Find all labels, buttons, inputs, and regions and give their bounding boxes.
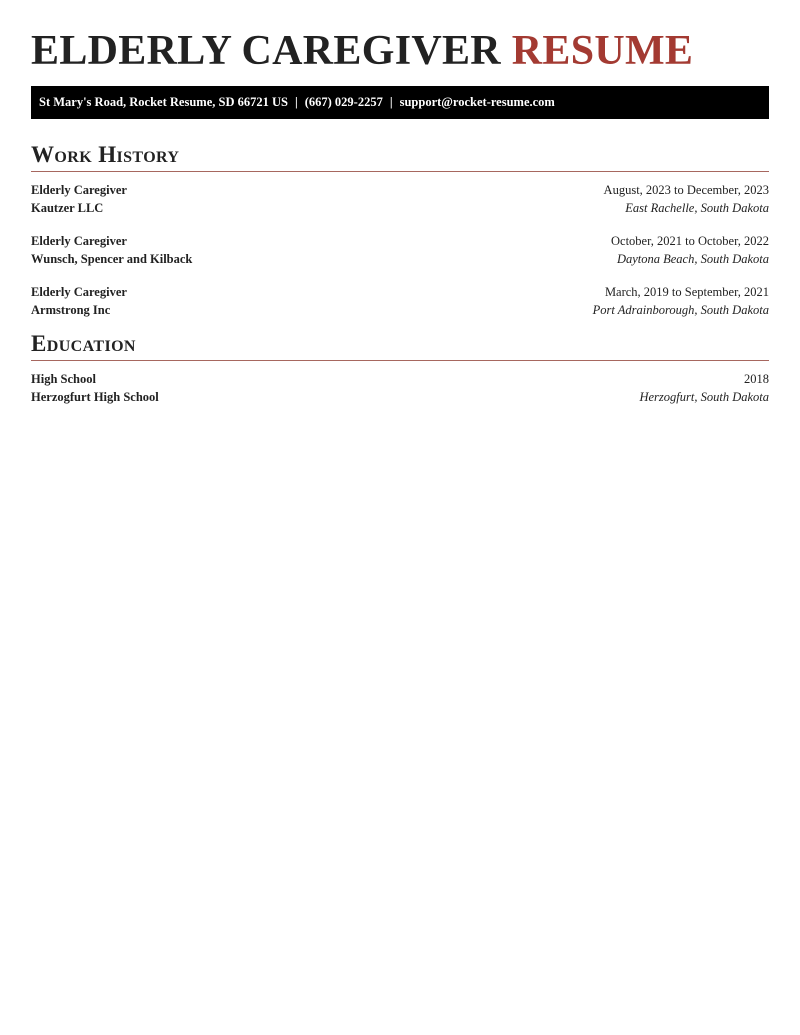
degree-name: High School — [31, 372, 96, 386]
title-accent: RESUME — [511, 28, 694, 74]
education-heading: Education — [31, 331, 136, 356]
contact-address: St Mary's Road, Rocket Resume, SD 66721 US — [39, 95, 288, 109]
work-history-section — [31, 141, 769, 319]
job-location: Daytona Beach, South Dakota — [616, 252, 769, 266]
job-location: Port Adrainborough, South Dakota — [592, 303, 769, 317]
job-title: Elderly Caregiver — [31, 234, 127, 248]
graduation-year: 2018 — [744, 372, 769, 386]
work-entry — [31, 217, 769, 268]
contact-separator: | — [294, 95, 298, 109]
job-location: East Rachelle, South Dakota — [625, 201, 769, 215]
title-main: ELDERLY CAREGIVER — [31, 28, 501, 74]
company-name: Wunsch, Spencer and Kilback — [31, 252, 193, 266]
work-history-heading: Work History — [31, 142, 180, 167]
job-title: Elderly Caregiver — [31, 285, 127, 299]
work-entry — [31, 268, 769, 319]
company-name: Kautzer LLC — [31, 201, 104, 215]
job-dates: March, 2019 to September, 2021 — [604, 285, 769, 299]
school-name: Herzogfurt High School — [31, 390, 159, 404]
education-section — [31, 330, 769, 406]
school-location: Herzogfurt, South Dakota — [639, 390, 769, 404]
job-dates: August, 2023 to December, 2023 — [603, 183, 769, 197]
contact-bar — [31, 86, 769, 119]
resume-title — [31, 0, 769, 74]
contact-separator: | — [389, 95, 393, 109]
contact-email[interactable]: support@rocket-resume.com — [399, 95, 555, 109]
education-entry — [31, 361, 769, 406]
job-dates: October, 2021 to October, 2022 — [611, 234, 769, 248]
contact-phone: (667) 029-2257 — [304, 95, 383, 109]
job-title: Elderly Caregiver — [31, 183, 127, 197]
company-name: Armstrong Inc — [31, 303, 111, 317]
work-entry — [31, 172, 769, 217]
